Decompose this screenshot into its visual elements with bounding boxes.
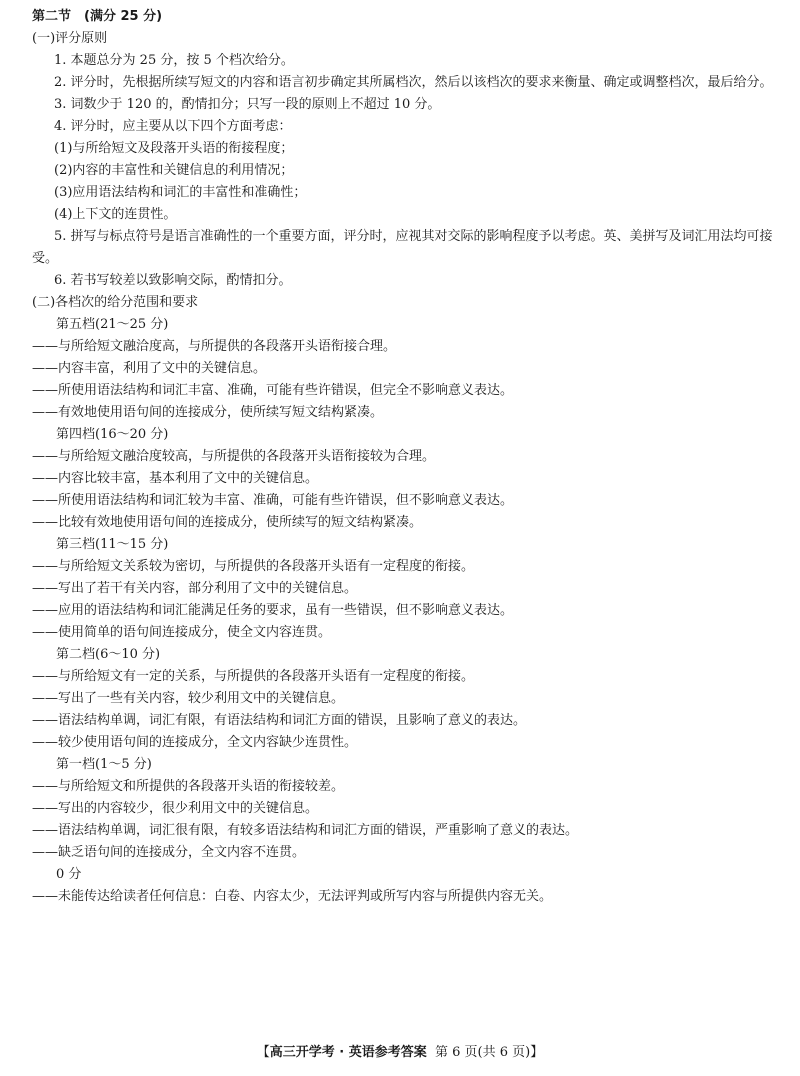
level-title: 第一档(1～5 分) xyxy=(56,757,152,772)
level-criterion: ——写出的内容较少，很少利用文中的关键信息。 xyxy=(32,801,319,816)
level-criterion: ——所使用语法结构和词汇丰富、准确，可能有些许错误，但完全不影响意义表达。 xyxy=(32,383,514,398)
rule-subitem: (2)内容的丰富性和关键信息的利用情况； xyxy=(54,163,294,178)
level-criterion: ——有效地使用语句间的连接成分，使所续写短文结构紧凑。 xyxy=(32,405,384,420)
level-criterion: ——未能传达给读者任何信息：白卷、内容太少，无法评判或所写内容与所提供内容无关。 xyxy=(32,889,553,904)
level-criterion: ——写出了若干有关内容，部分利用了文中的关键信息。 xyxy=(32,581,358,596)
part1-heading: (一)评分原则 xyxy=(32,31,108,46)
level-criterion: ——语法结构单调，词汇有限，有语法结构和词汇方面的错误，且影响了意义的表达。 xyxy=(32,713,527,728)
level-criterion: ——写出了一些有关内容，较少利用文中的关键信息。 xyxy=(32,691,345,706)
level-title: 0 分 xyxy=(56,867,82,882)
level-criterion: ——与所给短文融洽度较高，与所提供的各段落开头语衔接较为合理。 xyxy=(32,449,436,464)
level-criterion: ——与所给短文融洽度高，与所提供的各段落开头语衔接合理。 xyxy=(32,339,397,354)
footer-bracket-left: 【 xyxy=(256,1045,270,1060)
level-criterion: ——语法结构单调，词汇很有限，有较多语法结构和词汇方面的错误，严重影响了意义的表达。 xyxy=(32,823,579,838)
footer-exam-name: 高三开学考 · 英语参考答案 xyxy=(269,1045,427,1060)
part2-heading: (二)各档次的给分范围和要求 xyxy=(32,295,199,310)
rule-item: 1. 本题总分为 25 分，按 5 个档次给分。 xyxy=(54,53,294,68)
level-criterion: ——与所给短文关系较为密切，与所提供的各段落开头语有一定程度的衔接。 xyxy=(32,559,475,574)
level-criterion: ——比较有效地使用语句间的连接成分，使所续写的短文结构紧凑。 xyxy=(32,515,423,530)
level-criterion: ——缺乏语句间的连接成分，全文内容不连贯。 xyxy=(32,845,306,860)
level-title: 第五档(21～25 分) xyxy=(56,317,169,332)
level-criterion: ——与所给短文有一定的关系，与所提供的各段落开头语有一定程度的衔接。 xyxy=(32,669,475,684)
section-title: 第二节 (满分 25 分) xyxy=(32,9,163,24)
rule-subitem: (4)上下文的连贯性。 xyxy=(54,207,177,222)
footer-bracket-right: 】 xyxy=(530,1045,544,1060)
rule-subitem: (1)与所给短文及段落开头语的衔接程度； xyxy=(54,141,294,156)
level-criterion: ——内容丰富，利用了文中的关键信息。 xyxy=(32,361,267,376)
rule-item: 4. 评分时，应主要从以下四个方面考虑： xyxy=(54,119,292,134)
rule-item: 5. 拼写与标点符号是语言准确性的一个重要方面，评分时，应视其对交际的影响程度予以考虑。英、美拼写及词汇用法均可接受。 xyxy=(32,229,773,266)
level-criterion: ——较少使用语句间的连接成分，全文内容缺少连贯性。 xyxy=(32,735,358,750)
rule-item: 6. 若书写较差以致影响交际，酌情扣分。 xyxy=(54,273,292,288)
page-footer xyxy=(0,1044,800,1062)
level-title: 第二档(6～10 分) xyxy=(56,647,161,662)
level-criterion: ——内容比较丰富，基本利用了文中的关键信息。 xyxy=(32,471,319,486)
rule-item: 3. 词数少于 120 的，酌情扣分；只写一段的原则上不超过 10 分。 xyxy=(54,97,441,112)
level-criterion: ——使用简单的语句间连接成分，使全文内容连贯。 xyxy=(32,625,332,640)
rule-item: 2. 评分时，先根据所续写短文的内容和语言初步确定其所属档次，然后以该档次的要求来衡量、确定或调整档次，最后给分。 xyxy=(54,75,773,90)
level-criterion: ——所使用语法结构和词汇较为丰富、准确，可能有些许错误，但不影响意义表达。 xyxy=(32,493,514,508)
footer-page-info: 第 6 页(共 6 页) xyxy=(435,1045,531,1060)
rule-subitem: (3)应用语法结构和词汇的丰富性和准确性； xyxy=(54,185,307,200)
level-criterion: ——应用的语法结构和词汇能满足任务的要求，虽有一些错误，但不影响意义表达。 xyxy=(32,603,514,618)
document-page xyxy=(32,6,777,908)
level-criterion: ——与所给短文和所提供的各段落开头语的衔接较差。 xyxy=(32,779,345,794)
level-title: 第四档(16～20 分) xyxy=(56,427,169,442)
level-title: 第三档(11～15 分) xyxy=(56,537,169,552)
